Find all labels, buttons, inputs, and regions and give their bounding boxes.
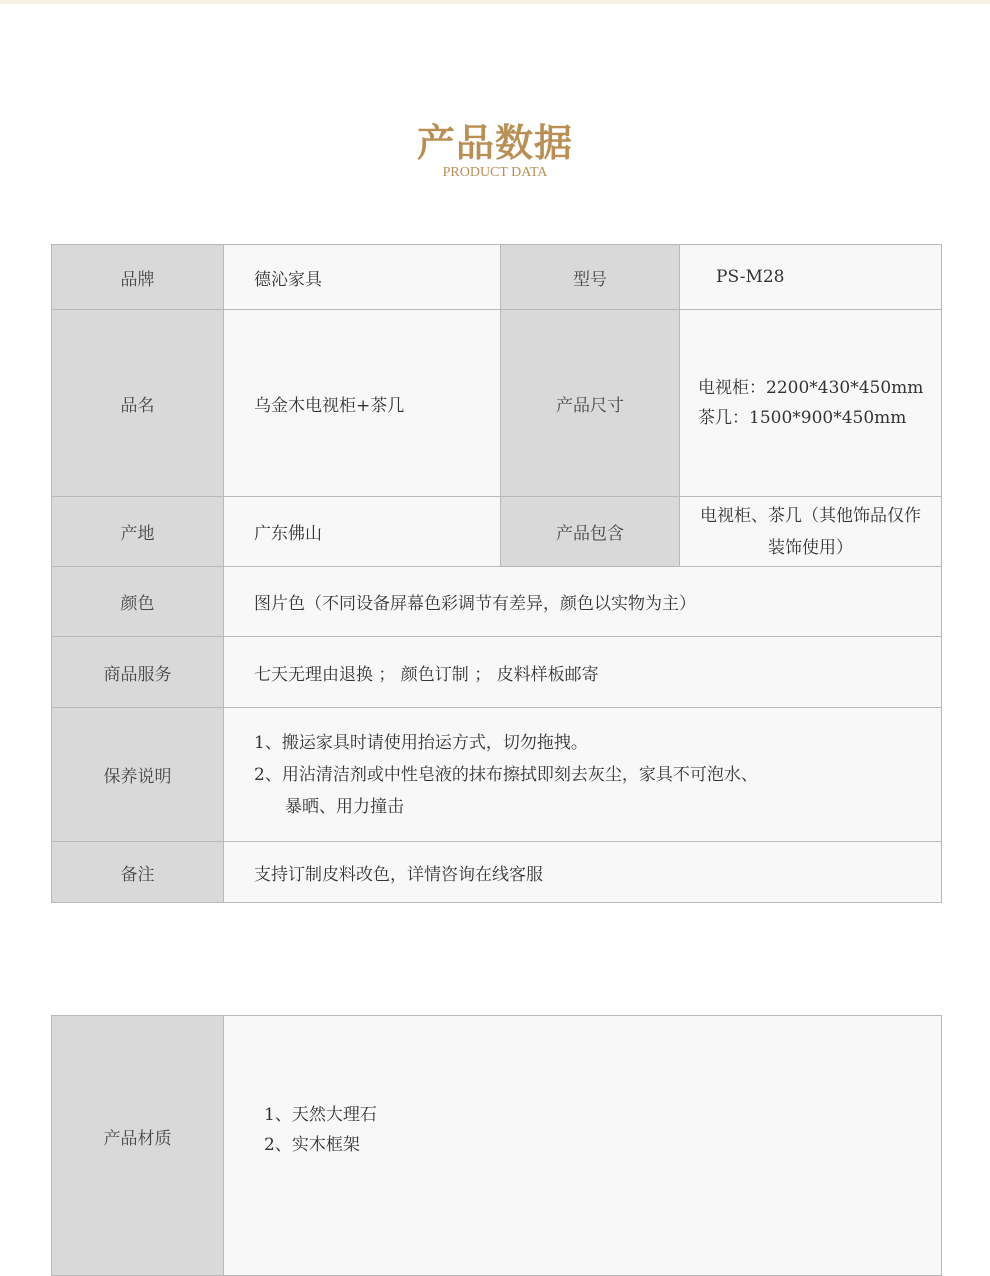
origin-label: 产地 [52, 497, 224, 567]
care-line-2: 2、用沾清洁剂或中性皂液的抹布擦拭即刻去灰尘，家具不可泡水、 [254, 764, 758, 785]
row-brand [52, 245, 942, 310]
name-value: 乌金木电视柜+茶几 [224, 310, 501, 497]
care-line-3: 暴晒、用力撞击 [285, 796, 404, 817]
row-name [52, 310, 942, 497]
size-value [680, 310, 942, 497]
note-label: 备注 [52, 842, 224, 903]
size-line-tv-cabinet: 电视柜：2200*430*450mm [698, 378, 924, 398]
row-service [52, 637, 942, 708]
model-label: 型号 [501, 245, 680, 310]
includes-line-2: 装饰使用） [768, 537, 853, 558]
size-label: 产品尺寸 [501, 310, 680, 497]
materials-table [51, 1015, 942, 1276]
note-value: 支持订制皮料改色，详情咨询在线客服 [224, 842, 942, 903]
row-care [52, 708, 942, 842]
row-materials [52, 1016, 942, 1276]
name-label: 品名 [52, 310, 224, 497]
material-line-2: 2、实木框架 [264, 1135, 360, 1155]
brand-value: 德沁家具 [224, 245, 501, 310]
row-color [52, 567, 942, 637]
care-label: 保养说明 [52, 708, 224, 842]
care-value [224, 708, 942, 842]
care-line-1: 1、搬运家具时请使用抬运方式，切勿拖拽。 [254, 732, 588, 753]
size-line-coffee-table: 茶几：1500*900*450mm [698, 408, 907, 428]
model-value: PS-M28 [680, 245, 942, 310]
color-value: 图片色（不同设备屏幕色彩调节有差异，颜色以实物为主） [224, 567, 942, 637]
color-label: 颜色 [52, 567, 224, 637]
brand-label: 品牌 [52, 245, 224, 310]
row-origin [52, 497, 942, 567]
section-title: 产品数据 [416, 120, 573, 165]
materials-label: 产品材质 [52, 1016, 224, 1276]
product-data-table [51, 244, 942, 903]
service-label: 商品服务 [52, 637, 224, 708]
row-note [52, 842, 942, 903]
top-accent-line [0, 0, 990, 4]
includes-line-1: 电视柜、茶几（其他饰品仅作 [700, 505, 921, 526]
service-value: 七天无理由退换 ； 颜色订制 ； 皮料样板邮寄 [224, 637, 942, 708]
includes-label: 产品包含 [501, 497, 680, 567]
material-line-1: 1、天然大理石 [264, 1105, 377, 1125]
section-subtitle: PRODUCT DATA [442, 165, 548, 180]
origin-value: 广东佛山 [224, 497, 501, 567]
includes-value [680, 497, 942, 567]
materials-value [224, 1016, 942, 1276]
